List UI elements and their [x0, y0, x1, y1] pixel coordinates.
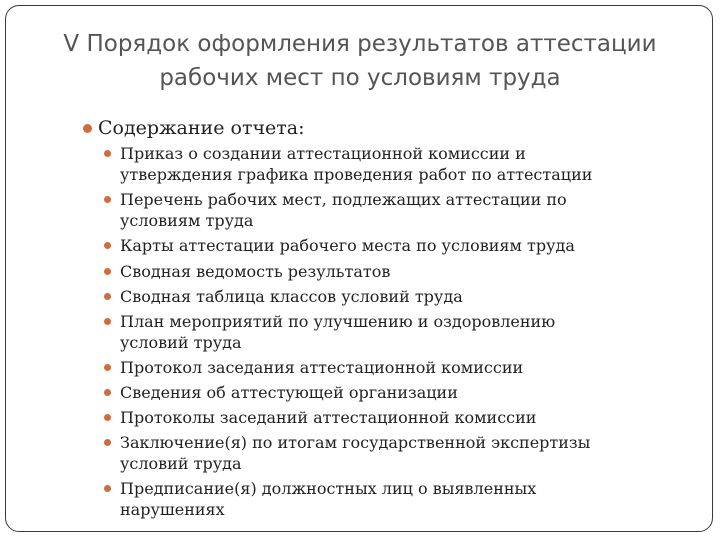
bullet-icon: [104, 389, 111, 396]
list-item-line: Сведения об аттестующей организации: [120, 383, 458, 402]
list-item-line: Протокол заседания аттестационной комиссии: [120, 358, 524, 377]
list-item-line: План мероприятий по улучшению и оздоровлению: [120, 312, 556, 331]
list-item: [104, 189, 704, 231]
list-item: [104, 143, 704, 185]
list-item-line: Перечень рабочих мест, подлежащих аттестации по: [120, 190, 567, 209]
bullet-icon: [104, 242, 111, 249]
list-item-line: Заключение(я) по итогам государственной экспертизы: [120, 433, 591, 452]
bullet-icon: [104, 364, 111, 371]
list-item: [104, 286, 704, 307]
section-heading: Содержание отчета:: [98, 117, 305, 139]
bullet-icon: [104, 439, 111, 446]
list-item-line: Приказ о создании аттестационной комиссии и: [120, 144, 526, 163]
list-item: [104, 407, 704, 428]
list-item: [104, 357, 704, 378]
list-item-line: утверждения графика проведения работ по аттестации: [120, 165, 593, 184]
list-item-line: нарушениях: [120, 500, 225, 519]
list-item: [104, 261, 704, 282]
bullet-icon: [104, 318, 111, 325]
list-item-line: условиям труда: [120, 211, 254, 230]
list-item: [104, 311, 704, 353]
list-item-line: условий труда: [120, 333, 242, 352]
list-item-line: Предписание(я) должностных лиц о выявленных: [120, 479, 537, 498]
list-item-line: Карты аттестации рабочего места по условиям труда: [120, 236, 575, 255]
bullet-icon: [104, 150, 111, 157]
bullet-icon: [104, 268, 111, 275]
list-item-line: условий труда: [120, 454, 242, 473]
list-item-line: Сводная таблица классов условий труда: [120, 287, 463, 306]
list-item: [104, 478, 704, 520]
list-item: [104, 382, 704, 403]
list-item-line: Сводная ведомость результатов: [120, 262, 391, 281]
bullet-icon: [104, 414, 111, 421]
bullet-icon: [104, 485, 111, 492]
list-item: [104, 235, 704, 256]
bullet-icon: [104, 196, 111, 203]
bullet-icon: [104, 293, 111, 300]
slide-title-line-2: рабочих мест по условиям труда: [159, 65, 561, 91]
slide-title-line-1: V Порядок оформления результатов аттестации: [63, 31, 657, 57]
list-item-line: Протоколы заседаний аттестационной комиссии: [120, 408, 537, 427]
list-item: [104, 432, 704, 474]
